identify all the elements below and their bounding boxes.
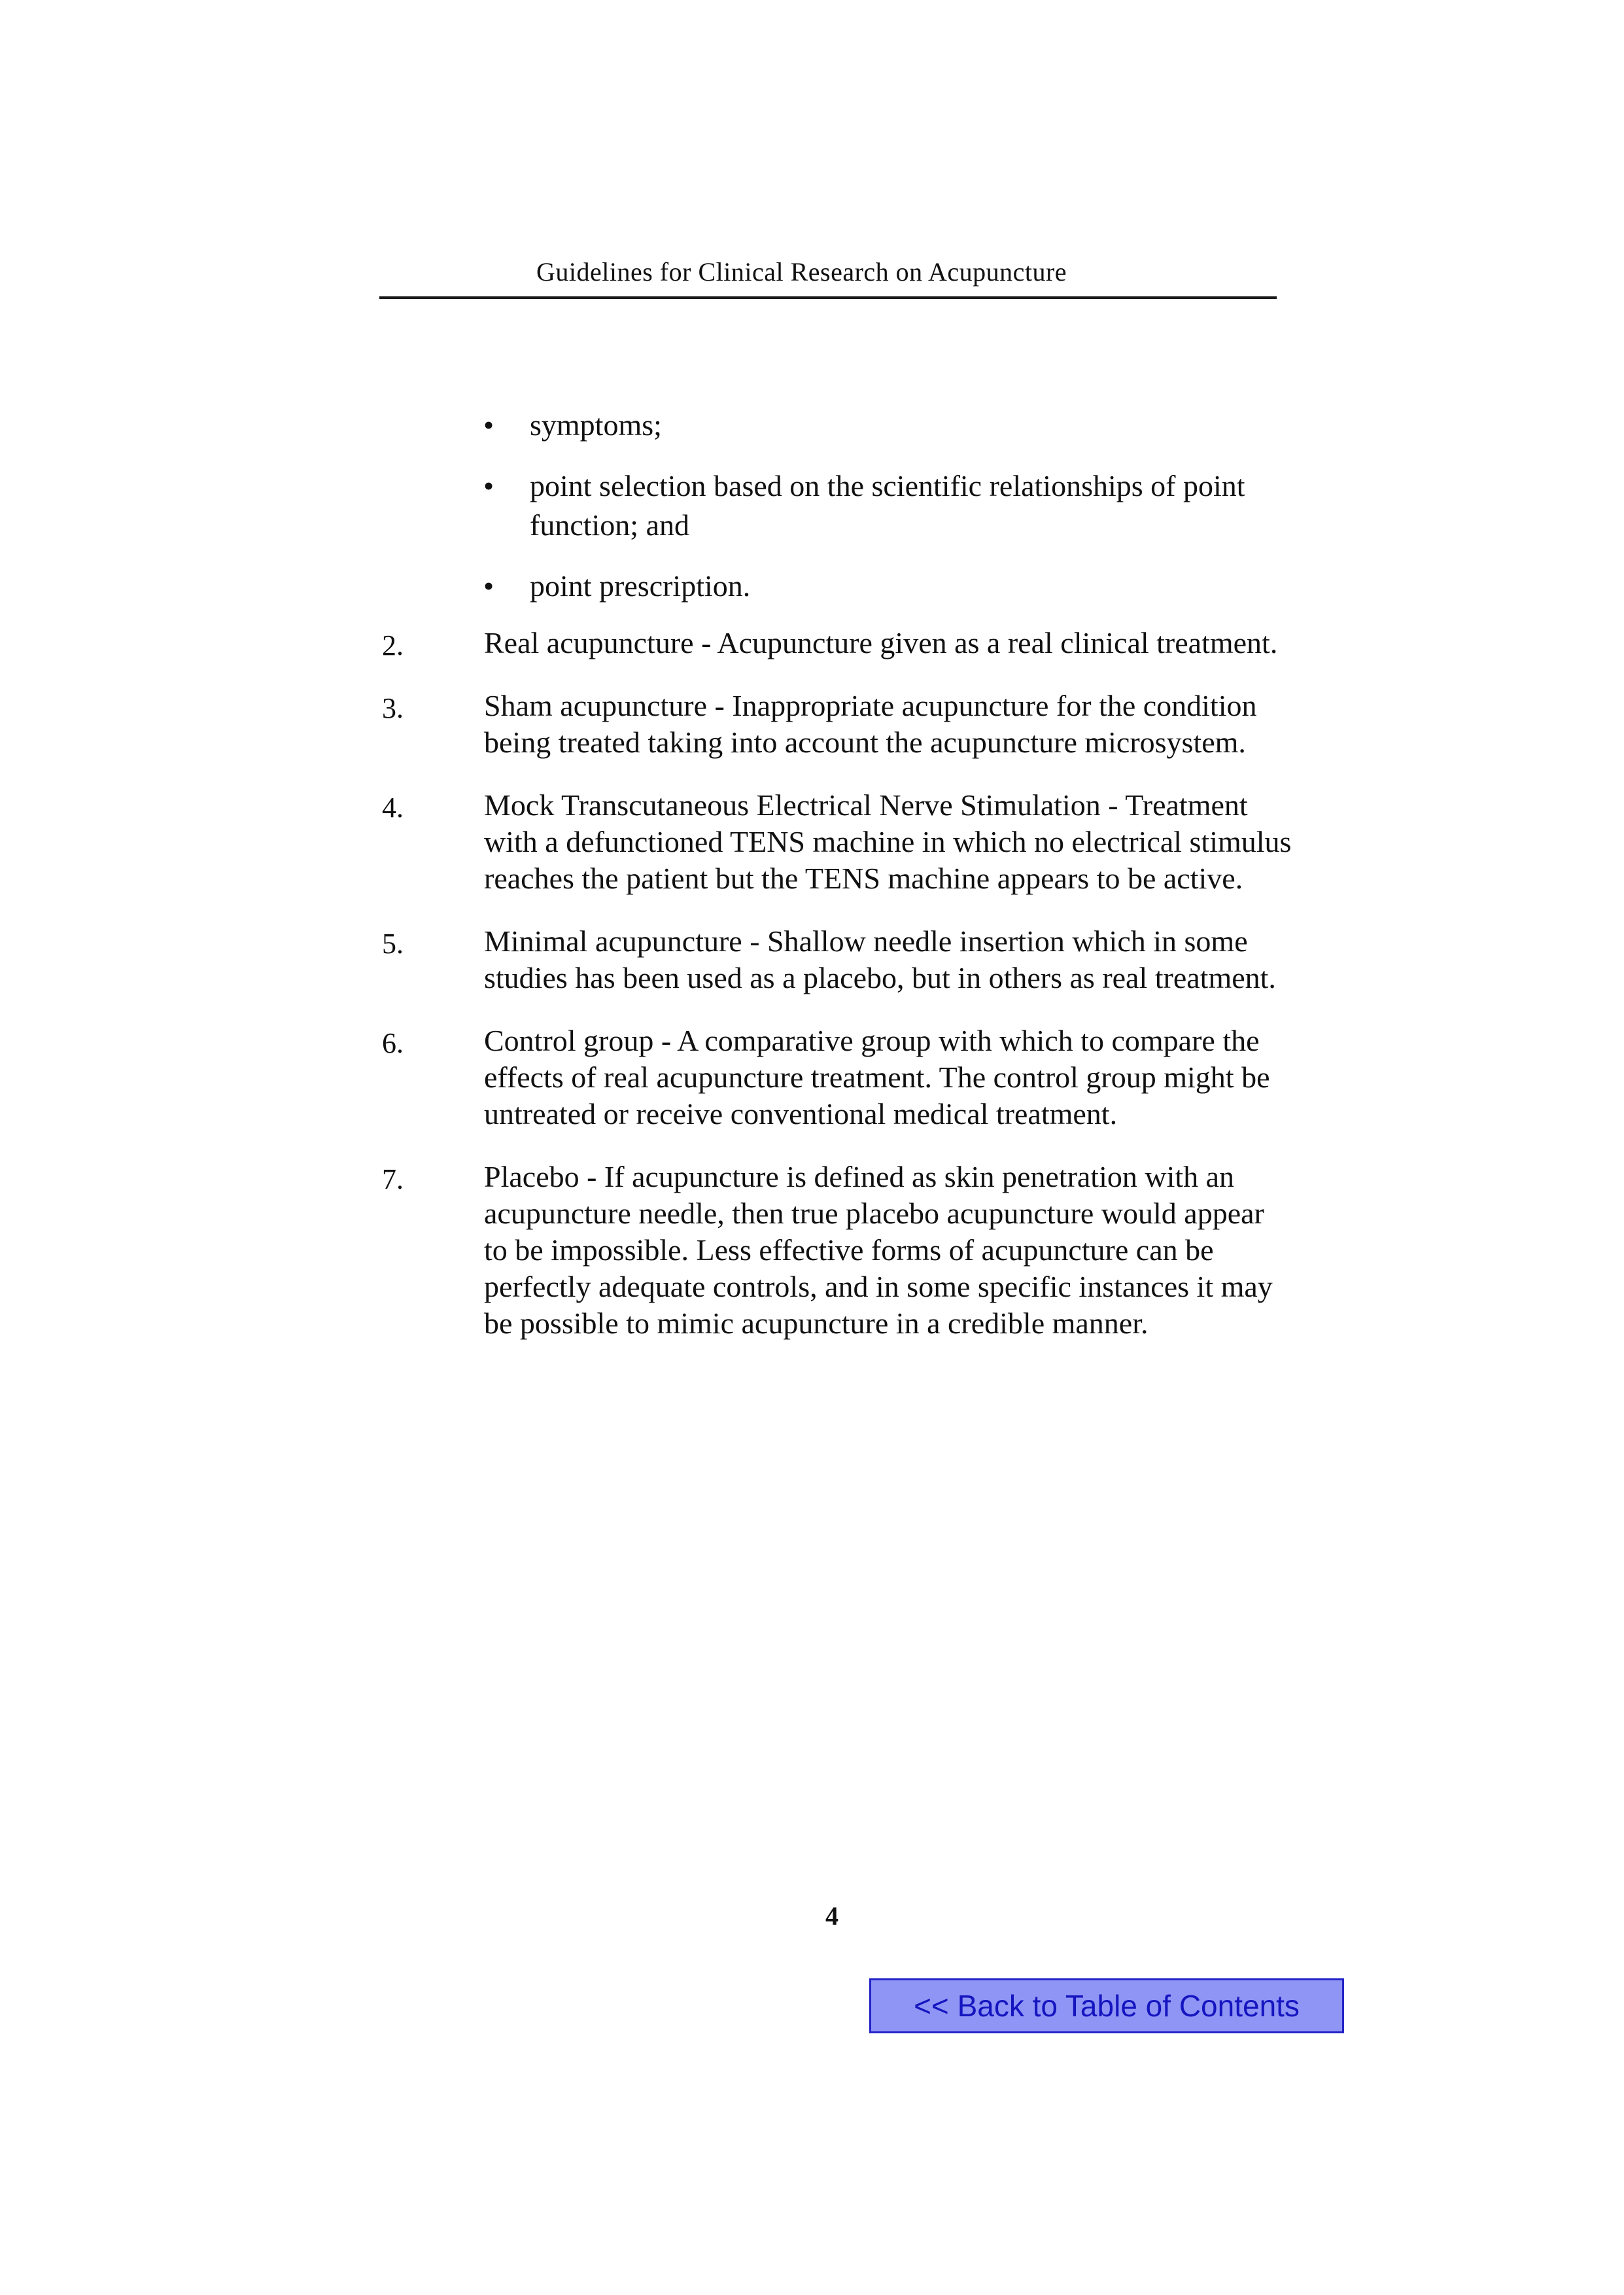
bullet-text: symptoms; [530, 408, 662, 442]
definition-list [379, 625, 1295, 1368]
bullet-text: point selection based on the scientific relationships of point function; and [530, 469, 1245, 542]
definition-number: 4. [382, 792, 404, 824]
definition-item [379, 787, 1295, 897]
page-number: 4 [825, 1901, 838, 1931]
bullet-text: point prescription. [530, 569, 751, 603]
definition-text: Real acupuncture - Acupuncture given as a real clinical treatment. [484, 626, 1278, 659]
definition-number: 6. [382, 1027, 404, 1059]
definition-text: Minimal acupuncture - Shallow needle insertion which in some studies has been used as a placebo, but in others as real treatment. [484, 924, 1276, 994]
bullet-list [474, 406, 1292, 627]
definition-text: Mock Transcutaneous Electrical Nerve Stimulation - Treatment with a defunctioned TENS machine in which no electrical stimulus reaches the patient but the TENS machine appears to be active. [484, 788, 1292, 895]
definition-text: Sham acupuncture - Inappropriate acupuncture for the condition being treated taking into account the acupuncture microsystem. [484, 689, 1257, 759]
definition-item [379, 1023, 1295, 1132]
bullet-marker: • [483, 469, 494, 502]
definition-text: Placebo - If acupuncture is defined as skin penetration with an acupuncture needle, then true placebo acupuncture would appear to be impossible. Less effective forms of acupuncture can be perfectly adequate controls, and in some specific instances it may be possible to mimic acupuncture in a credible manner. [484, 1160, 1273, 1340]
definition-text: Control group - A comparative group with which to compare the effects of real acupuncture treatment. The control group might be untreated or receive conventional medical treatment. [484, 1024, 1270, 1130]
definition-number: 2. [382, 629, 404, 661]
definition-item [379, 688, 1295, 761]
bullet-marker: • [483, 408, 494, 442]
definition-number: 3. [382, 692, 404, 724]
definition-item [379, 923, 1295, 996]
definition-item [379, 625, 1295, 661]
definition-number: 5. [382, 928, 404, 960]
header-rule [379, 296, 1277, 299]
bullet-marker: • [483, 569, 494, 603]
list-item [474, 406, 1292, 445]
definition-number: 7. [382, 1163, 404, 1195]
list-item [474, 567, 1292, 606]
back-to-toc-button[interactable]: << Back to Table of Contents [869, 1978, 1344, 2033]
running-header: Guidelines for Clinical Research on Acupuncture [536, 257, 1067, 287]
definition-item [379, 1159, 1295, 1342]
list-item [474, 466, 1292, 545]
